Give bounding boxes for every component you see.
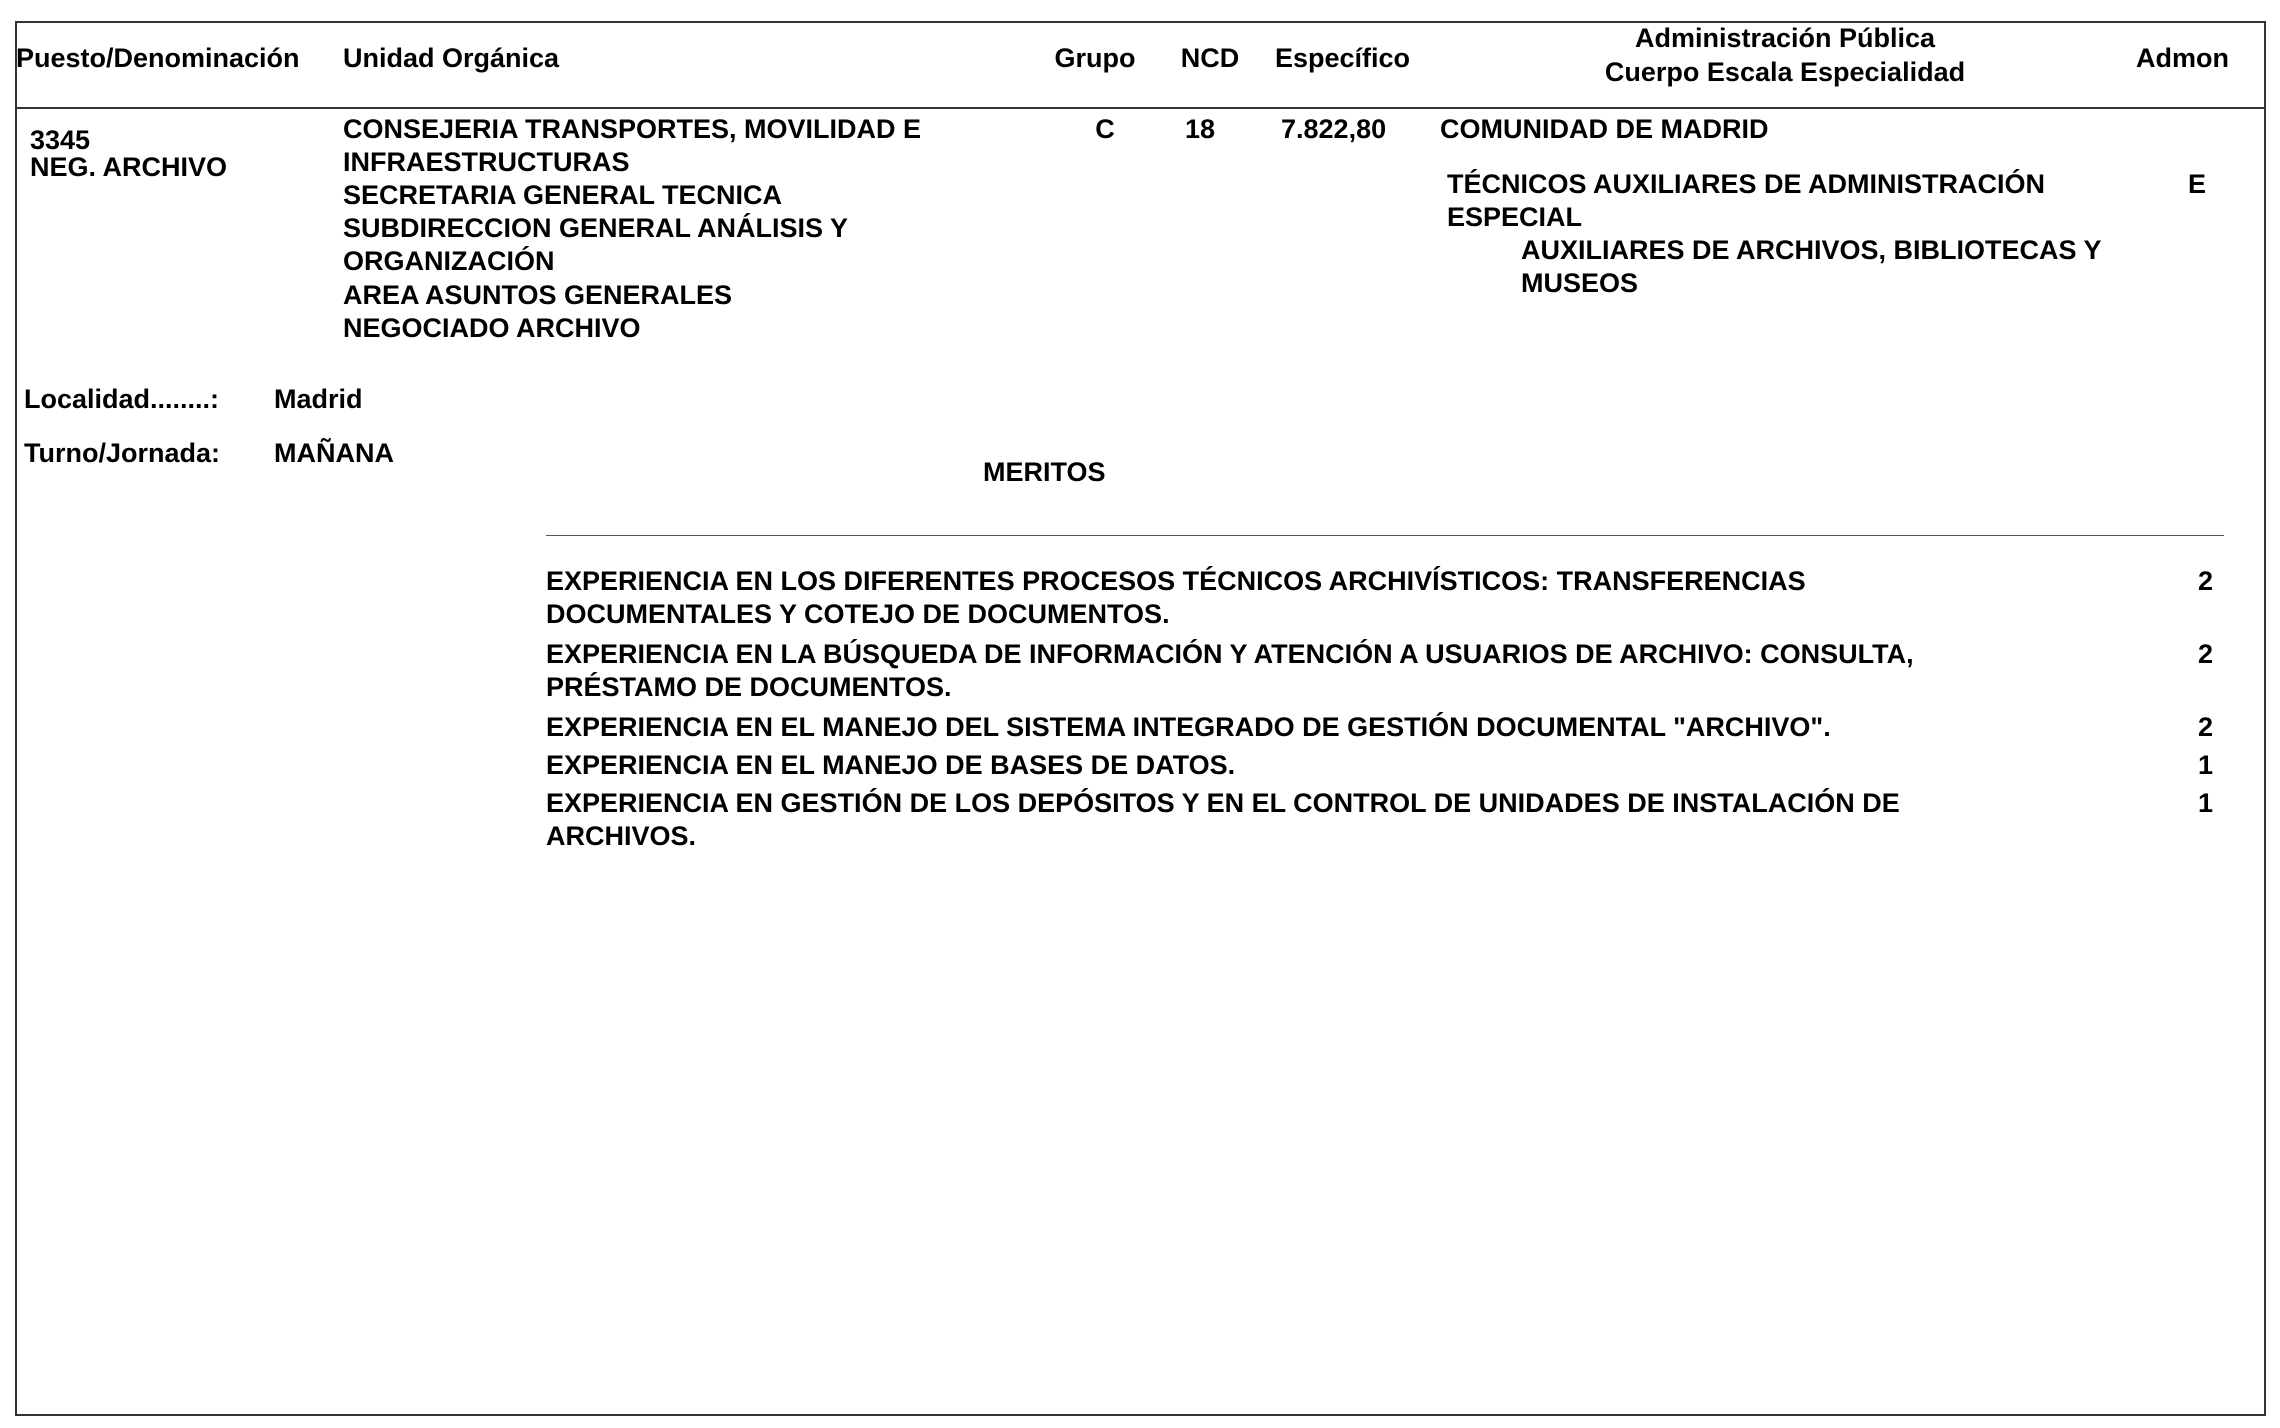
unidad-line: INFRAESTRUCTURAS [343, 147, 630, 177]
header-ncd: NCD [1180, 43, 1240, 73]
header-divider [15, 107, 2266, 109]
record-ncd: 18 [1184, 114, 1216, 144]
localidad-value: Madrid [274, 384, 363, 414]
merito-text: EXPERIENCIA EN EL MANEJO DEL SISTEMA INTEGRADO DE GESTIÓN DOCUMENTAL "ARCHIVO". [546, 712, 1831, 742]
record-escala-line: MUSEOS [1521, 268, 1639, 298]
header-puesto: Puesto/Denominación [16, 43, 300, 73]
meritos-divider [546, 535, 2224, 536]
merito-text: EXPERIENCIA EN LOS DIFERENTES PROCESOS TÉCNICOS ARCHIVÍSTICOS: TRANSFERENCIAS [546, 566, 1806, 596]
record-admon: E [2188, 169, 2207, 199]
unidad-line: SECRETARIA GENERAL TECNICA [343, 180, 783, 210]
localidad-label: Localidad........: [24, 384, 220, 414]
unidad-line: ORGANIZACIÓN [343, 246, 555, 276]
merito-text: ARCHIVOS. [546, 821, 697, 851]
merito-text: EXPERIENCIA EN GESTIÓN DE LOS DEPÓSITOS Y EN EL CONTROL DE UNIDADES DE INSTALACIÓN DE [546, 788, 1900, 818]
merito-points: 1 [2198, 750, 2214, 780]
record-cuerpo-line: TÉCNICOS AUXILIARES DE ADMINISTRACIÓN [1447, 169, 2046, 199]
header-administracion-publica: Administración Pública [1634, 23, 1936, 53]
record-cuerpo-line: ESPECIAL [1447, 202, 1583, 232]
turno-label: Turno/Jornada: [24, 438, 221, 468]
merito-points: 1 [2198, 788, 2214, 818]
merito-text: DOCUMENTALES Y COTEJO DE DOCUMENTOS. [546, 599, 1170, 629]
unidad-line: CONSEJERIA TRANSPORTES, MOVILIDAD E [343, 114, 922, 144]
header-grupo: Grupo [1054, 43, 1136, 73]
merito-text: EXPERIENCIA EN EL MANEJO DE BASES DE DATOS. [546, 750, 1236, 780]
unidad-line: NEGOCIADO ARCHIVO [343, 313, 641, 343]
record-grupo: C [1095, 114, 1115, 144]
merito-points: 2 [2198, 639, 2214, 669]
puesto-denominacion: NEG. ARCHIVO [30, 152, 228, 182]
turno-value: MAÑANA [274, 438, 394, 468]
unidad-line: AREA ASUNTOS GENERALES [343, 280, 733, 310]
merito-points: 2 [2198, 566, 2214, 596]
merito-points: 2 [2198, 712, 2214, 742]
record-especifico: 7.822,80 [1281, 114, 1387, 144]
record-escala-line: AUXILIARES DE ARCHIVOS, BIBLIOTECAS Y [1521, 235, 2102, 265]
unidad-line: SUBDIRECCION GENERAL ANÁLISIS Y [343, 213, 849, 243]
merito-text: EXPERIENCIA EN LA BÚSQUEDA DE INFORMACIÓN Y ATENCIÓN A USUARIOS DE ARCHIVO: CONSULTA, [546, 639, 1914, 669]
merito-text: PRÉSTAMO DE DOCUMENTOS. [546, 672, 952, 702]
header-especifico: Específico [1275, 43, 1411, 73]
header-unidad: Unidad Orgánica [343, 43, 560, 73]
meritos-title: MERITOS [983, 457, 1106, 487]
header-admon: Admon [2136, 43, 2229, 73]
puesto-codigo: 3345 [30, 125, 91, 155]
header-cuerpo-escala: Cuerpo Escala Especialidad [1604, 57, 1966, 87]
record-administracion: COMUNIDAD DE MADRID [1440, 114, 1769, 144]
